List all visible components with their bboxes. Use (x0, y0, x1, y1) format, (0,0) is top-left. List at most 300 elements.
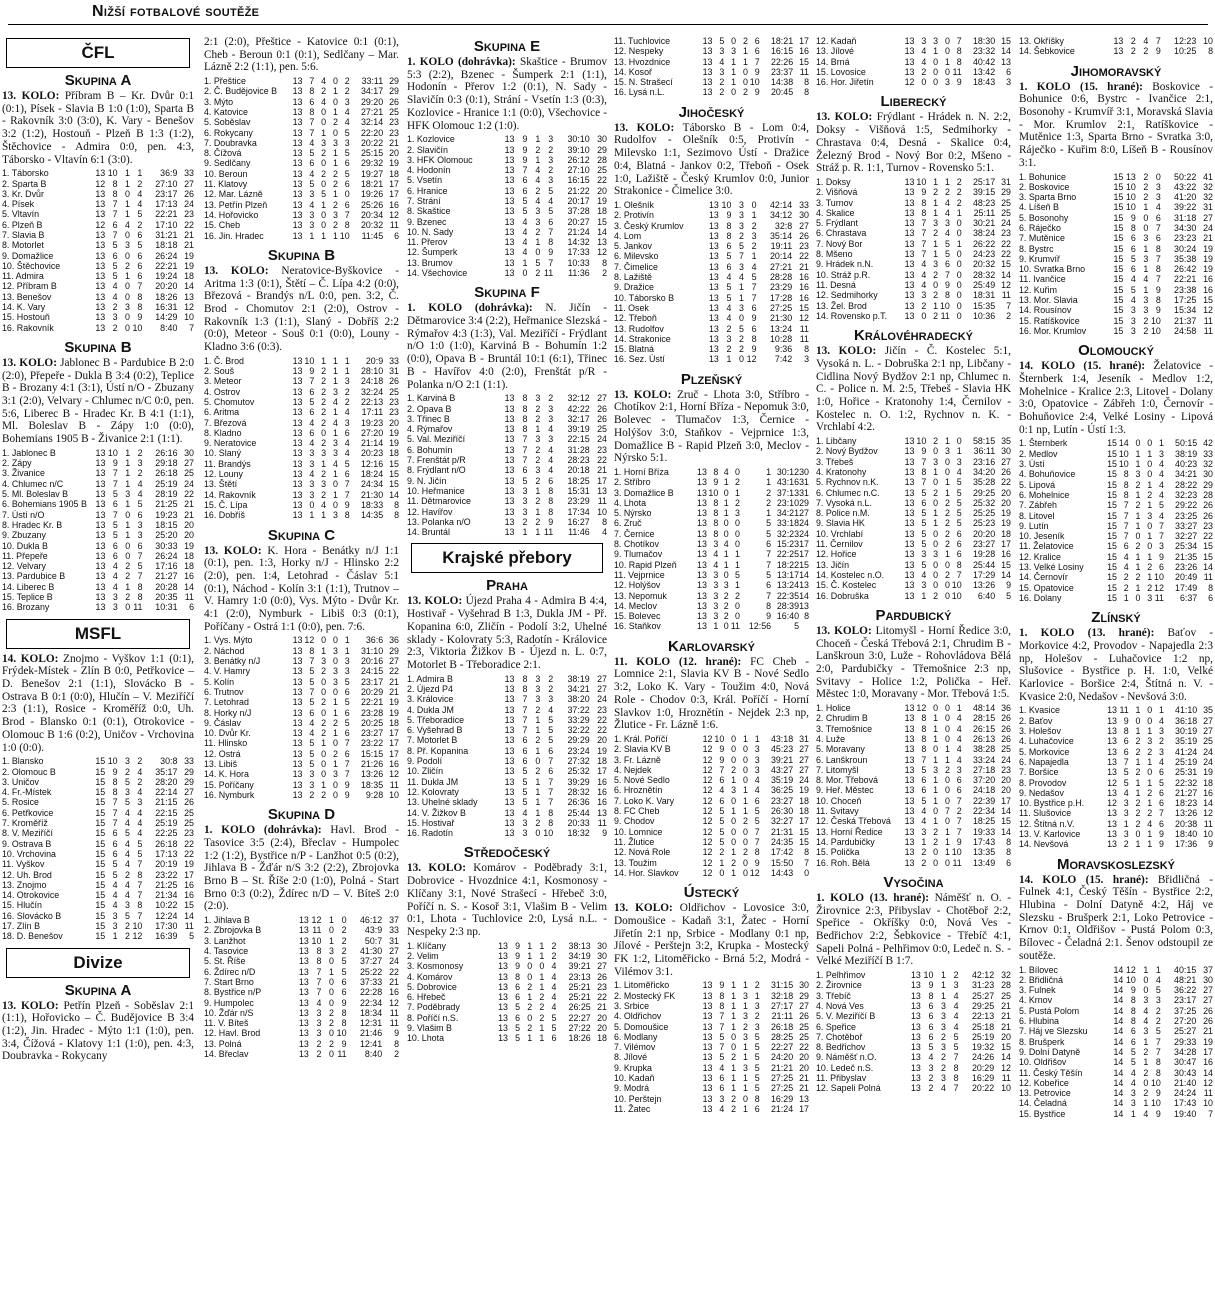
stat-cell: 1 (933, 300, 939, 311)
stat-cell: 20 (597, 1023, 607, 1034)
table-row (816, 775, 1011, 785)
stat-cell: 6 (309, 707, 315, 718)
team-name: 15. Teplice B (2, 592, 53, 603)
round-results (816, 892, 1011, 968)
stat-cell: 6 (112, 219, 118, 230)
stat-cell: 2 (125, 592, 131, 603)
table-row (204, 490, 399, 500)
stat-cell: 2 (739, 333, 744, 344)
stat-cell: 4 (112, 890, 118, 901)
stat-cell: 2 (933, 290, 939, 301)
team-name: 1. Admira B (407, 673, 453, 684)
table-row (816, 477, 1011, 487)
stat-cell: 8 (921, 723, 927, 734)
stat-cell: 13 (95, 322, 106, 333)
table-row (816, 239, 1011, 249)
team-name: 8. Skaštice (407, 206, 451, 217)
table-row (614, 262, 809, 272)
stat-cell: 13 (904, 497, 915, 508)
table-row (204, 1008, 399, 1018)
round-label: 13. KOLO: (204, 544, 268, 557)
team-name: 11. Dětmarovice (407, 496, 471, 507)
stat-cell: 13:24 (776, 580, 800, 591)
stat-cell: 1 (125, 209, 130, 220)
table-row (614, 560, 809, 570)
stat-cell: 2 (731, 1052, 737, 1063)
table-row (204, 469, 399, 479)
stat-cell: 9 (726, 210, 732, 221)
stat-cell: 6 (137, 509, 143, 520)
stat-cell: 3 (1130, 325, 1136, 336)
stat-cell: 0 (329, 976, 334, 987)
stat-cell: 21 (389, 137, 399, 148)
stat-cell: 2 (321, 469, 327, 480)
table-row (614, 570, 809, 580)
stat-cell: 3 (321, 448, 327, 459)
stat-cell: 23:25 (1175, 510, 1198, 521)
stat-cell: 13 (1107, 726, 1117, 737)
stat-cell: 13 (498, 1002, 508, 1013)
standings-table (1019, 36, 1213, 57)
table-row (816, 228, 1011, 238)
stat-cell: 2 (332, 199, 338, 210)
stat-cell: 5 (921, 487, 927, 498)
stat-cell: 29 (1001, 187, 1011, 198)
stat-cell: 4 (112, 281, 118, 292)
stat-cell: 12 (702, 785, 713, 796)
stat-cell: 13 (292, 789, 303, 800)
stat-cell: 15 (95, 828, 106, 839)
stat-cell: 23 (1001, 228, 1011, 239)
team-name: 2. Protivín (614, 210, 654, 221)
team-name: 4. Ostrov (204, 386, 241, 397)
stat-cell: 2 (332, 717, 338, 728)
stat-cell: 19 (389, 427, 399, 438)
table-row (2, 240, 194, 250)
table-row (407, 715, 607, 725)
stat-cell: 8 (921, 733, 927, 744)
stat-cell: 1 (1147, 798, 1153, 809)
stat-cell: 10:25 (1174, 46, 1197, 57)
stat-cell: 13 (292, 417, 303, 428)
stat-cell: 9 (112, 766, 118, 777)
stat-cell: 0 (125, 322, 130, 333)
team-name: 1. Vys. Mýto (204, 635, 253, 646)
table-row (1019, 819, 1213, 829)
stat-cell: 7 (522, 694, 528, 705)
table-row (2, 448, 194, 458)
stat-cell: 2 (719, 77, 725, 88)
stat-cell: 32:22 (567, 725, 590, 736)
stat-cell: 9 (344, 789, 350, 800)
stat-cell: 5 (754, 1072, 760, 1083)
stat-cell: 0 (742, 764, 748, 775)
table-row (816, 591, 1011, 601)
stat-cell: 9 (522, 144, 528, 155)
results-text: Boskovice - Bohunice 0:6, Bystrc - Ivančice 2:1, Bosonohy - Krumvíř 3:1, Moravská Slavia - Mor. Krumlov 2:1, Ratíškovice - Mutěnice 1:3, Sparta Brno - Svratka 3:0, Ráječko - Kuřim 8:0, Líšeň B - Rousínov 3:1. (1019, 80, 1213, 169)
team-name: 9. Heř. Městec (816, 785, 874, 796)
stat-cell: 1 (1143, 284, 1149, 295)
stat-cell: 4 (751, 261, 757, 272)
stat-cell: 3 (742, 990, 748, 1001)
stat-cell: 2 (921, 847, 927, 858)
team-name: 11. Ivančice (1019, 274, 1066, 285)
round-label: 13. KOLO: (2, 999, 64, 1012)
stat-cell: 1 (1135, 787, 1141, 798)
stat-cell: 7 (1123, 756, 1129, 767)
round-label: 13. KOLO: (2, 356, 61, 369)
stat-cell: 10 (708, 487, 719, 498)
team-name: 2. Opava B (407, 403, 452, 414)
stat-cell: 2 (321, 717, 327, 728)
team-name: 3. Meteor (204, 376, 242, 387)
stat-cell: 13 (1125, 171, 1136, 182)
stat-cell: 2 (739, 230, 744, 241)
stat-cell: 2 (941, 1052, 946, 1063)
stat-cell: 6 (341, 987, 347, 998)
stat-cell: 13 (292, 645, 303, 656)
stat-cell: 0 (731, 733, 737, 744)
stat-cell: 20:38 (1175, 818, 1198, 829)
stat-cell: 9 (522, 154, 528, 165)
stat-cell: 1 (1135, 448, 1141, 459)
team-name: 4. Kratonohy (816, 466, 867, 477)
team-name: 18. D. Benešov (2, 931, 63, 942)
stat-cell: 6 (112, 499, 118, 510)
team-name: 4. Tasovice (204, 946, 249, 957)
stat-cell: 23:26 (1175, 562, 1198, 573)
stat-cell: 29:25 (972, 487, 996, 498)
stat-cell: 6 (522, 745, 528, 756)
table-row (816, 734, 1011, 744)
stat-cell: 1 (731, 847, 737, 858)
stat-cell: 9 (1123, 715, 1129, 726)
team-name: 12. Kralice (1019, 551, 1061, 562)
table-row (407, 694, 607, 704)
team-name: 9. Podolí (407, 756, 443, 767)
stat-cell: 16 (184, 890, 194, 901)
stat-cell: 26 (799, 230, 809, 241)
stat-cell: 14 (184, 910, 194, 921)
stat-cell: 48:21 (1174, 974, 1197, 985)
stat-cell: 6 (726, 241, 732, 252)
stat-cell: 24 (1001, 754, 1011, 765)
stat-cell: 7 (548, 786, 554, 797)
team-name: 1. Karviná B (407, 393, 456, 404)
table-row (2, 168, 194, 178)
stat-cell: 0 (527, 961, 533, 972)
stat-cell: 4 (321, 499, 327, 510)
stat-cell: 2 (329, 1038, 334, 1049)
team-name: 5. Chomutov (204, 396, 255, 407)
stat-cell: 20:45 (770, 87, 794, 98)
stat-cell: 1 (344, 635, 350, 646)
stat-cell: 3 (1123, 829, 1129, 840)
table-row (407, 818, 607, 828)
team-name: 16. Nymburk (204, 789, 255, 800)
stat-cell: 6:40 (977, 590, 996, 601)
stat-cell: 3 (1143, 253, 1149, 264)
stat-cell: 6 (921, 775, 927, 786)
stat-cell: 2 (535, 403, 541, 414)
stat-cell: 3 (941, 1021, 946, 1032)
stat-cell: 13 (504, 475, 515, 486)
stat-cell: 19:32 (971, 1042, 995, 1053)
team-name: 13. Hvozdnice (614, 56, 671, 67)
stat-cell: 0 (956, 218, 962, 229)
stat-cell: 8:40 (364, 1048, 383, 1059)
stat-cell: 2 (137, 468, 143, 479)
stat-cell: 0 (735, 539, 740, 550)
round-label: 14. KOLO: (2, 652, 64, 665)
round-label: 11. KOLO (12. hrané): (614, 655, 751, 668)
stat-cell: 14 (389, 489, 399, 500)
standings-table (1019, 438, 1213, 603)
stat-cell: 2 (766, 497, 772, 508)
stat-cell: 11:36 (568, 268, 590, 279)
stat-cell: 11 (312, 925, 322, 936)
team-name: 8. Brušperk (1019, 1036, 1065, 1047)
stat-cell: 50:22 (1174, 171, 1197, 182)
stat-cell: 7 (719, 764, 725, 775)
stat-cell: 10:33 (567, 257, 590, 268)
stat-cell: 50:15 (1175, 438, 1198, 449)
stat-cell: 41:10 (1175, 705, 1198, 716)
table-row (407, 787, 607, 797)
stat-cell: 14 (1001, 806, 1011, 817)
team-name: 12. Kadaň (816, 36, 857, 46)
team-name: 14. Břeclav (204, 1048, 249, 1059)
stat-cell: 6 (1130, 233, 1136, 244)
stat-cell: 0 (321, 635, 327, 646)
stat-cell: 15 (799, 826, 809, 837)
stat-cell: 2 (522, 516, 528, 527)
round-results (1019, 627, 1213, 703)
team-name: 9. Hrádek n.N. (816, 259, 874, 270)
competition-header: ČFL (6, 38, 190, 68)
stat-cell: 3 (535, 683, 541, 694)
stat-cell: 6 (944, 259, 950, 270)
stat-cell: 2 (527, 1002, 533, 1013)
stat-cell: 10 (107, 447, 118, 458)
stat-cell: 33 (184, 756, 194, 767)
stat-cell: 0 (321, 158, 327, 169)
stat-cell: 5 (522, 196, 528, 206)
team-name: 11. Klatovy (204, 179, 248, 190)
team-name: 7. Slavia B (2, 230, 45, 240)
team-name: 6. Vyšehrad B (407, 725, 463, 736)
table-row (2, 839, 194, 849)
standings-table (407, 393, 607, 537)
stat-cell: 6 (522, 756, 528, 767)
stat-cell: 3 (535, 206, 541, 217)
table-row (204, 438, 399, 448)
stat-cell: 10 (714, 733, 725, 744)
team-name: 1. Bohunice (1019, 171, 1066, 182)
stat-cell: 4 (713, 559, 719, 570)
stat-cell: 21 (389, 976, 399, 987)
stat-cell: 5 (1130, 284, 1136, 295)
stat-cell: 14:32 (567, 237, 590, 248)
stat-cell: 3 (1155, 192, 1161, 203)
stat-cell: 22:34 (359, 997, 383, 1008)
group-title: Skupina B (267, 246, 336, 264)
stat-cell: 24 (597, 694, 607, 705)
stat-cell: 5 (137, 561, 143, 572)
stat-cell: 11 (543, 268, 554, 279)
stat-cell: 26:12 (567, 154, 590, 165)
team-name: 15. Poříčany (204, 779, 254, 790)
stat-cell: 13 (504, 527, 515, 538)
stat-cell: 6 (1155, 212, 1161, 223)
stat-cell: 2 (125, 571, 131, 582)
stat-cell: 20:9 (365, 355, 384, 366)
stat-cell: 15:50 (770, 857, 794, 868)
stat-cell: 3 (125, 302, 130, 313)
stat-cell: 13 (504, 216, 515, 227)
stat-cell: 10 (132, 322, 143, 333)
team-name: 12. Havířov (407, 506, 453, 517)
stat-cell: 0 (921, 310, 927, 321)
table-row (2, 468, 194, 478)
stat-cell: 4 (1143, 36, 1149, 46)
stat-cell: 1 (941, 980, 946, 991)
stat-cell: 13 (292, 209, 303, 220)
stat-cell: 0 (933, 569, 939, 580)
stat-cell: 26:22 (972, 238, 996, 249)
stat-cell: 39:10 (567, 144, 590, 155)
stat-cell: 13 (697, 559, 707, 570)
stat-cell: 8 (713, 466, 719, 477)
results-text: Skaštice - Brumov 5:3 (2:2), Bzenec - Šumperk 2:1 (1:1), Hodonín - Přerov 1:2 (0:1), N. Sady - Slavičín 0:3 (0:1), Strání - Vsetín 1:3 (0:3), Kozlovice - Hranice 1:1 (0:0), Všechovice - HFK Olomouc 1:2 (1:0). (407, 56, 607, 132)
stat-cell: 13 (910, 1000, 921, 1011)
stat-cell: 3 (742, 1062, 748, 1073)
stat-cell: 1 (309, 510, 315, 521)
stat-cell: 2 (944, 528, 950, 539)
stat-cell: 10 (951, 847, 962, 858)
stat-cell: 7 (766, 549, 772, 560)
stat-cell: 5 (515, 1023, 521, 1034)
table-row (407, 165, 607, 175)
group-title: Plzeňský (680, 370, 743, 388)
stat-cell: 13 (708, 230, 719, 241)
stat-cell: 2 (1155, 1005, 1161, 1016)
stat-cell: 34:19 (568, 950, 591, 961)
table-row (1019, 1057, 1213, 1067)
stat-cell: 4 (344, 438, 350, 449)
stat-cell: 3 (332, 448, 338, 459)
table-row (2, 281, 194, 291)
stat-cell: 13 (95, 571, 106, 582)
table-row (2, 582, 194, 592)
stat-cell: 16 (799, 282, 809, 293)
table-row (2, 900, 194, 910)
stat-cell: 13 (904, 703, 915, 714)
table-row (816, 1001, 1011, 1011)
stat-cell: 1 (956, 207, 962, 218)
table-row (204, 148, 399, 158)
stat-cell: 22:35 (776, 590, 800, 601)
stat-cell: 1 (731, 1021, 737, 1032)
stat-cell: 8 (719, 990, 725, 1001)
stat-cell: 4 (719, 1103, 725, 1114)
standings-table (614, 467, 809, 632)
table-row (614, 1104, 809, 1114)
team-name: 12. Šumperk (407, 247, 458, 258)
stat-cell: 22:20 (360, 127, 384, 138)
table-row (1019, 995, 1213, 1005)
team-name: 15. Ratíškovice (1019, 315, 1080, 326)
stat-cell: 4 (1143, 1005, 1149, 1016)
stat-cell: 25:17 (972, 177, 996, 187)
stat-cell: 3 (332, 209, 338, 220)
stat-cell: 1 (1147, 756, 1153, 767)
stat-cell: 0 (1135, 592, 1141, 603)
stat-cell: 4 (316, 997, 322, 1008)
table-row (204, 1028, 399, 1038)
stat-cell: 12 (184, 302, 194, 313)
stat-cell: 12 (1001, 1062, 1011, 1073)
stat-cell: 9 (309, 366, 315, 377)
stat-cell: 35:17 (155, 766, 178, 777)
group-title: Královéhradecký (853, 327, 973, 345)
table-row (407, 941, 607, 951)
team-name: 14. K. Hora (204, 769, 249, 780)
team-name: 12. Nespeky (614, 46, 664, 57)
stat-cell: 17:13 (155, 199, 178, 210)
stat-cell: 0 (933, 744, 939, 755)
stat-cell: 23:22 (360, 738, 384, 749)
stat-cell: 4 (548, 465, 554, 476)
team-name: 5. Nové Sedlo (614, 775, 670, 786)
team-name: 13. Horní Ředice (816, 826, 883, 837)
stat-cell: 1 (332, 489, 338, 500)
stat-cell: 19 (1001, 518, 1011, 529)
team-name: 10. Oldřišov (1019, 1057, 1067, 1068)
stat-cell: 36:9 (160, 168, 178, 179)
stat-cell: 13 (1107, 787, 1117, 798)
round-results (204, 36, 399, 74)
standings-table (816, 36, 1011, 87)
stat-cell: 8 (956, 46, 962, 57)
stat-cell: 13 (904, 279, 915, 290)
stat-cell: 2 (527, 1023, 533, 1034)
stat-cell: 27:20 (1174, 1016, 1197, 1027)
stat-cell: 1 (742, 733, 748, 744)
team-name: 4. Katovice (204, 107, 248, 117)
stat-cell: 7 (1158, 531, 1164, 542)
team-name: 13. Brumov (407, 257, 453, 268)
team-name: 13. Mor. Slavia (1019, 295, 1078, 306)
stat-cell: 9 (1155, 1088, 1161, 1099)
stat-cell: 14 (799, 590, 809, 601)
team-name: 4. Nová Ves (816, 1000, 864, 1011)
stat-cell: 5 (344, 458, 350, 469)
stat-cell: 5 (548, 725, 554, 736)
stat-cell: 1 (742, 795, 748, 806)
stat-cell: 15 (1001, 559, 1011, 570)
stat-cell: 7 (522, 165, 528, 176)
stat-cell: 5 (719, 36, 725, 46)
stat-cell: 21:30 (360, 489, 384, 500)
stat-cell: 11 (952, 857, 962, 868)
stat-cell: 28:20 (155, 776, 178, 787)
stat-cell: 5 (754, 1042, 760, 1053)
stat-cell: 25 (597, 165, 607, 176)
stat-cell: 33 (1203, 448, 1213, 459)
table-row (204, 169, 399, 179)
stat-cell: 13 (292, 748, 303, 759)
